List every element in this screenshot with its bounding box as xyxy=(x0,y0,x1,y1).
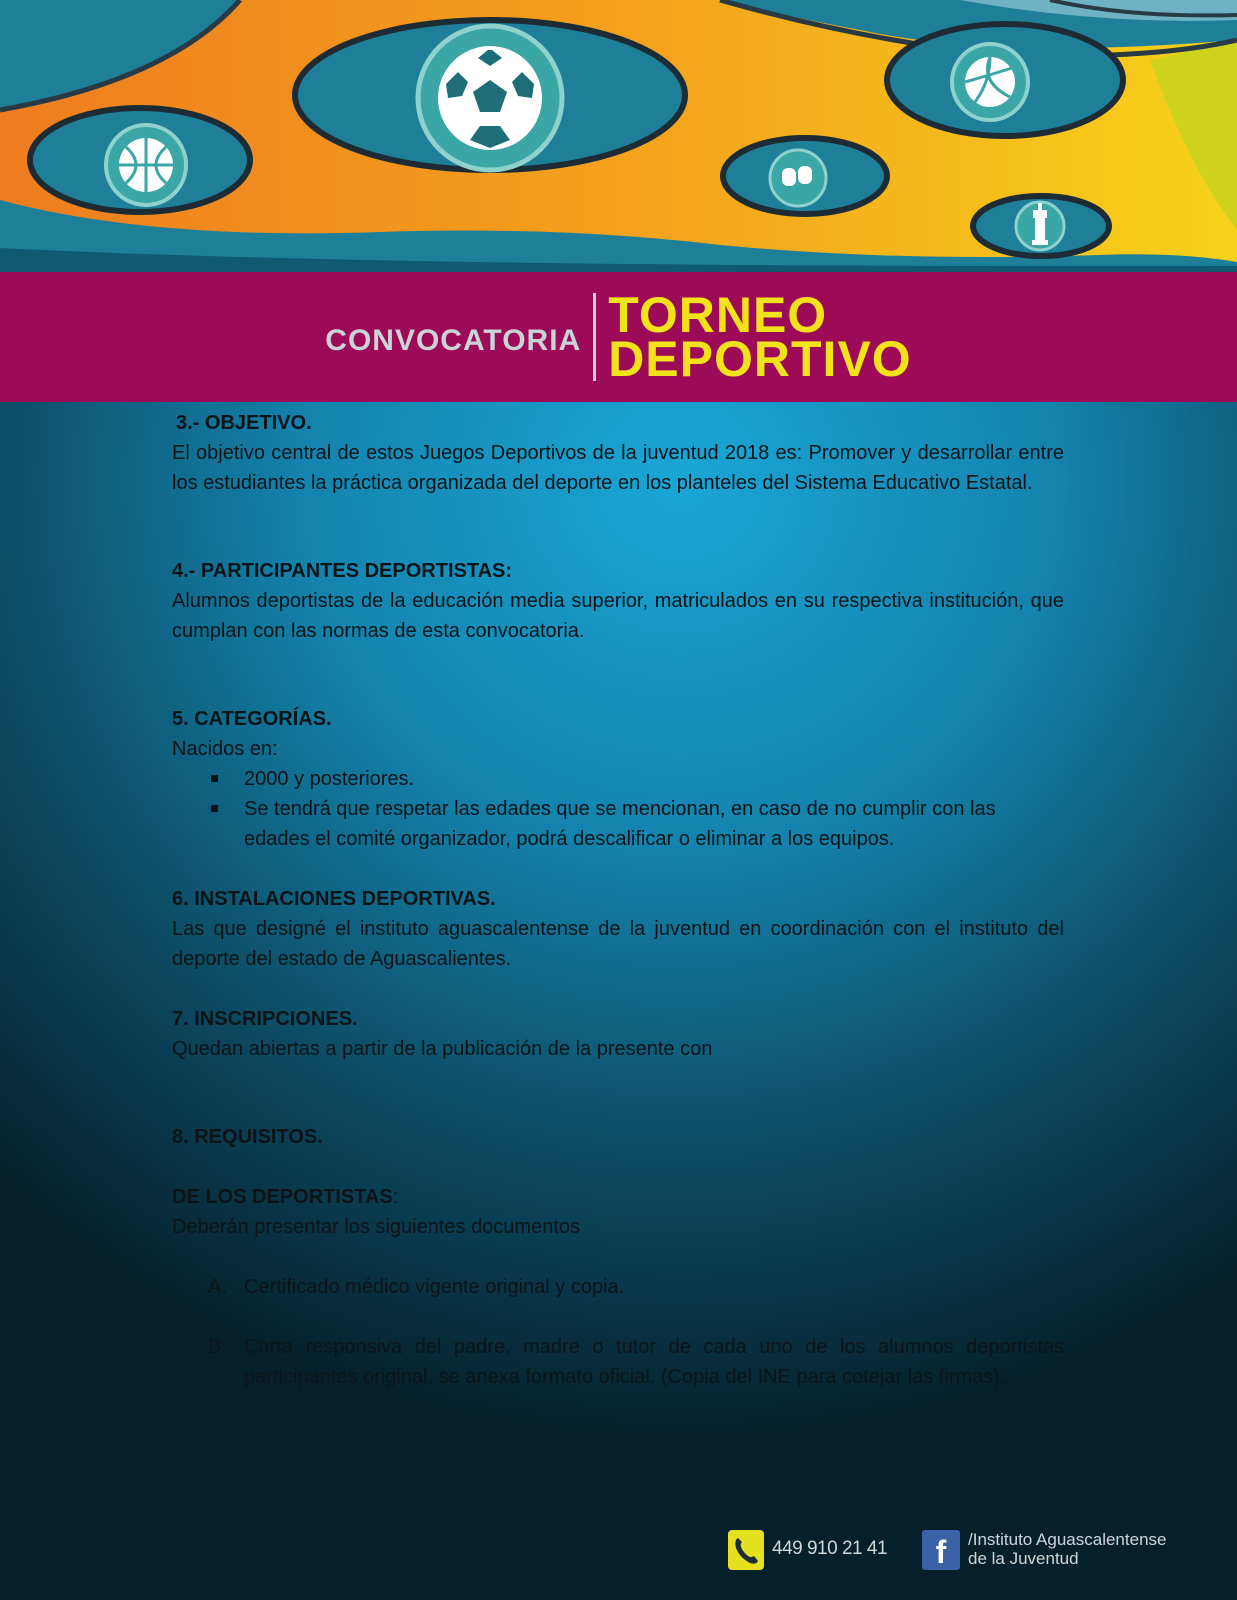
list-item-marker: A. xyxy=(208,1276,227,1298)
list-item xyxy=(172,1332,1064,1392)
requisitos-list xyxy=(172,1272,1064,1392)
section-heading-inscripciones: 7. INSCRIPCIONES. xyxy=(172,1008,358,1030)
footer-contact xyxy=(728,1526,1198,1576)
section-text-inscripciones: Quedan abiertas a partir de la publicación de la presente con xyxy=(172,1038,713,1060)
requisitos-intro: Deberán presentar los siguientes documentos xyxy=(172,1216,581,1238)
list-item-marker: B. xyxy=(208,1336,227,1358)
boxing-gloves-icon xyxy=(770,150,826,206)
volleyball-icon xyxy=(952,44,1028,120)
facebook-line1: /Instituto Aguascalentense xyxy=(968,1530,1167,1549)
section-text-participantes: Alumnos deportistas de la educación media superior, matriculados en su respectiva institución, que cumplan con las normas de esta convocatoria. xyxy=(172,590,1064,642)
list-item: Se tendrá que respetar las edades que se mencionan, en caso de no cumplir con las edades el comité organizador, podrá descalificar o eliminar a los equipos. xyxy=(172,794,1064,854)
banner-divider xyxy=(593,293,596,381)
list-item xyxy=(172,1272,1064,1302)
banner-title-line2: DEPORTIVO xyxy=(608,331,912,387)
banner-title xyxy=(608,287,912,387)
banner-title-line1: TORNEO xyxy=(608,287,828,343)
section-intro-categorias: Nacidos en: xyxy=(172,738,278,760)
section-text-objetivo: El objetivo central de estos Juegos Deportivos de la juventud 2018 es: Promover y desarrollar entre los estudiantes la práctica organizada del deporte en los planteles del Sistema Educativo Estatal. xyxy=(172,442,1064,494)
section-heading-requisitos: 8. REQUISITOS. xyxy=(172,1126,323,1148)
banner-label: CONVOCATORIA xyxy=(325,324,582,357)
categorias-list xyxy=(172,764,1064,854)
section-heading-participantes: 4.- PARTICIPANTES DEPORTISTAS: xyxy=(172,560,513,582)
chess-piece-icon xyxy=(1016,202,1064,250)
list-item: 2000 y posteriores. xyxy=(172,764,1064,794)
facebook-line2: de la Juventud xyxy=(968,1549,1079,1568)
phone-icon xyxy=(728,1530,764,1570)
facebook-icon[interactable]: f xyxy=(922,1530,960,1570)
list-item-text: Certificado médico vigente original y copia. xyxy=(244,1276,625,1298)
section-text-instalaciones: Las que designé el instituto aguascalentense de la juventud en coordinación con el instituto del deporte del estado de Aguascalientes. xyxy=(172,918,1064,970)
document-body xyxy=(172,408,1064,1392)
header-graphic xyxy=(0,0,1237,272)
section-heading-instalaciones: 6. INSTALACIONES DEPORTIVAS. xyxy=(172,888,496,910)
section-heading-categorias: 5. CATEGORÍAS. xyxy=(172,708,332,730)
facebook-handle[interactable] xyxy=(968,1530,1166,1568)
section-heading-objetivo: 3.- OBJETIVO. xyxy=(176,412,312,434)
requisitos-subheading-label: DE LOS DEPORTISTAS xyxy=(172,1186,393,1208)
list-item-text: Carta responsiva del padre, madre o tutor de cada uno de los alumnos deportistas participantes original, se anexa formato oficial. (Copia del INE para cotejar las firmas). xyxy=(244,1336,1064,1388)
basketball-icon xyxy=(106,125,186,205)
requisitos-subheading xyxy=(172,1182,1064,1212)
requisitos-subheading-colon: : xyxy=(392,1186,399,1208)
title-banner xyxy=(0,272,1237,402)
phone-number[interactable]: 449 910 21 41 xyxy=(772,1538,888,1559)
header-art xyxy=(0,0,1237,272)
soccer-ball-icon xyxy=(418,26,562,170)
